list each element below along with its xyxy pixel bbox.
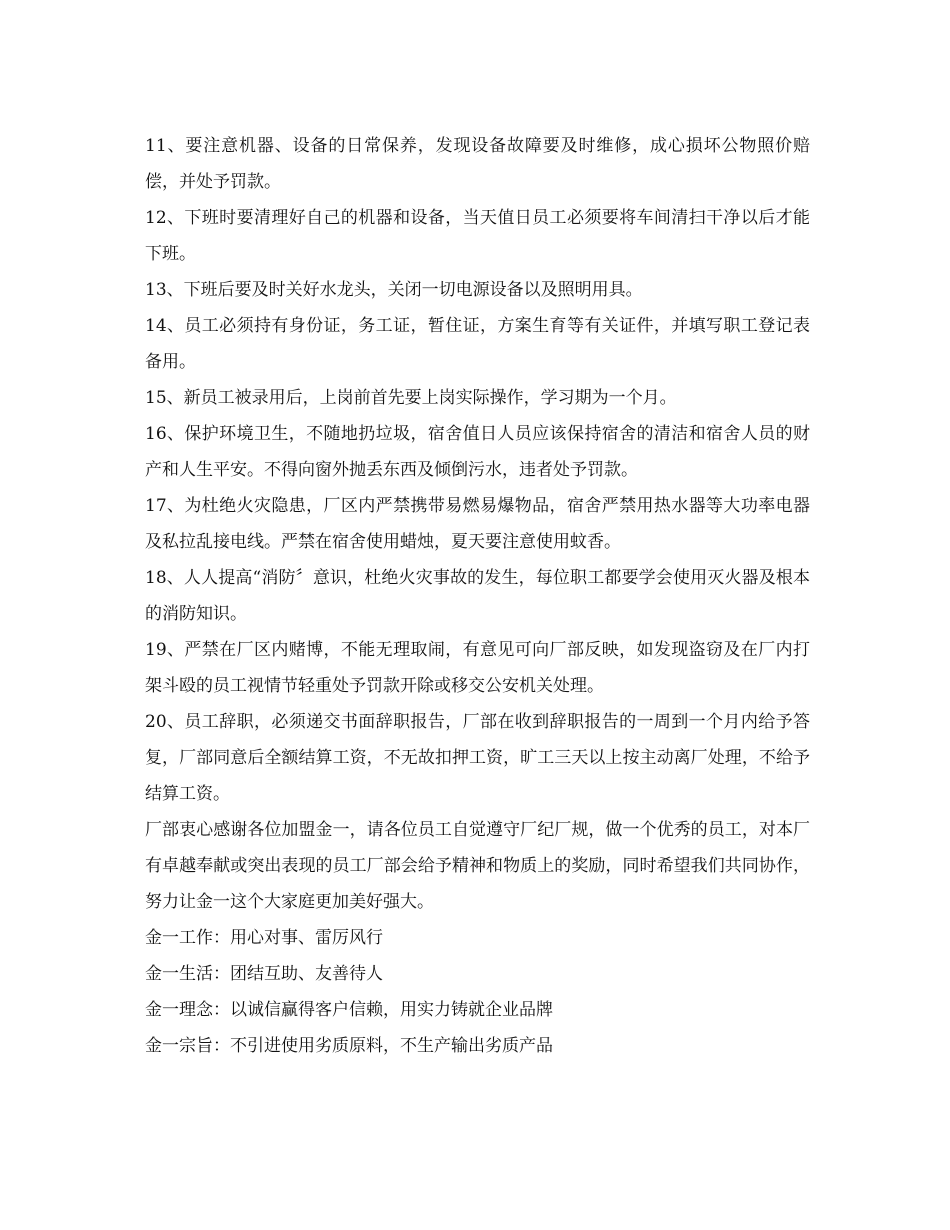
rule-17: 17、为杜绝火灾隐患，厂区内严禁携带易燃易爆物品，宿舍严禁用热水器等大功率电器及私拉乱接电线。严禁在宿舍使用蜡烛，夏天要注意使用蚊香。 [145,496,810,552]
rule-19: 19、严禁在厂区内赌博，不能无理取闹，有意见可向厂部反映，如发现盗窃及在厂内打架斗殴的员工视情节轻重处予罚款开除或移交公安机关处理。 [145,640,810,696]
rule-13: 13、下班后要及时关好水龙头，关闭一切电源设备以及照明用具。 [145,280,643,300]
motto-life: 金一生活：团结互助、友善待人 [145,964,383,984]
closing-message: 厂部衷心感谢各位加盟金一，请各位员工自觉遵守厂纪厂规，做一个优秀的员工，对本厂有卓越奉献或突出表现的员工厂部会给予精神和物质上的奖励，同时希望我们共同协作，努力让金一这个大家庭更加美好强大。 [145,820,810,912]
rule-15: 15、新员工被录用后，上岗前首先要上岗实际操作，学习期为一个月。 [145,388,677,408]
document-body [145,128,810,1064]
rule-12: 12、下班时要清理好自己的机器和设备，当天值日员工必须要将车间清扫干净以后才能下班。 [145,208,810,264]
motto-philosophy: 金一理念：以诚信赢得客户信赖，用实力铸就企业品牌 [145,1000,553,1020]
motto-purpose: 金一宗旨：不引进使用劣质原料，不生产输出劣质产品 [145,1036,553,1056]
motto-work: 金一工作：用心对事、雷厉风行 [145,928,383,948]
rule-18: 18、人人提高“消防〞意识，杜绝火灾事故的发生，每位职工都要学会使用灭火器及根本的消防知识。 [145,568,810,624]
rule-14: 14、员工必须持有身份证，务工证，暂住证，方案生育等有关证件，并填写职工登记表备用。 [145,316,810,372]
rule-16: 16、保护环境卫生，不随地扔垃圾，宿舍值日人员应该保持宿舍的清洁和宿舍人员的财产和人生平安。不得向窗外抛丢东西及倾倒污水，违者处予罚款。 [145,424,810,480]
rule-20: 20、员工辞职，必须递交书面辞职报告，厂部在收到辞职报告的一周到一个月内给予答复，厂部同意后全额结算工资，不无故扣押工资，旷工三天以上按主动离厂处理，不给予结算工资。 [145,712,810,804]
rule-11: 11、要注意机器、设备的日常保养，发现设备故障要及时维修，成心损坏公物照价赔偿，并处予罚款。 [145,136,810,192]
